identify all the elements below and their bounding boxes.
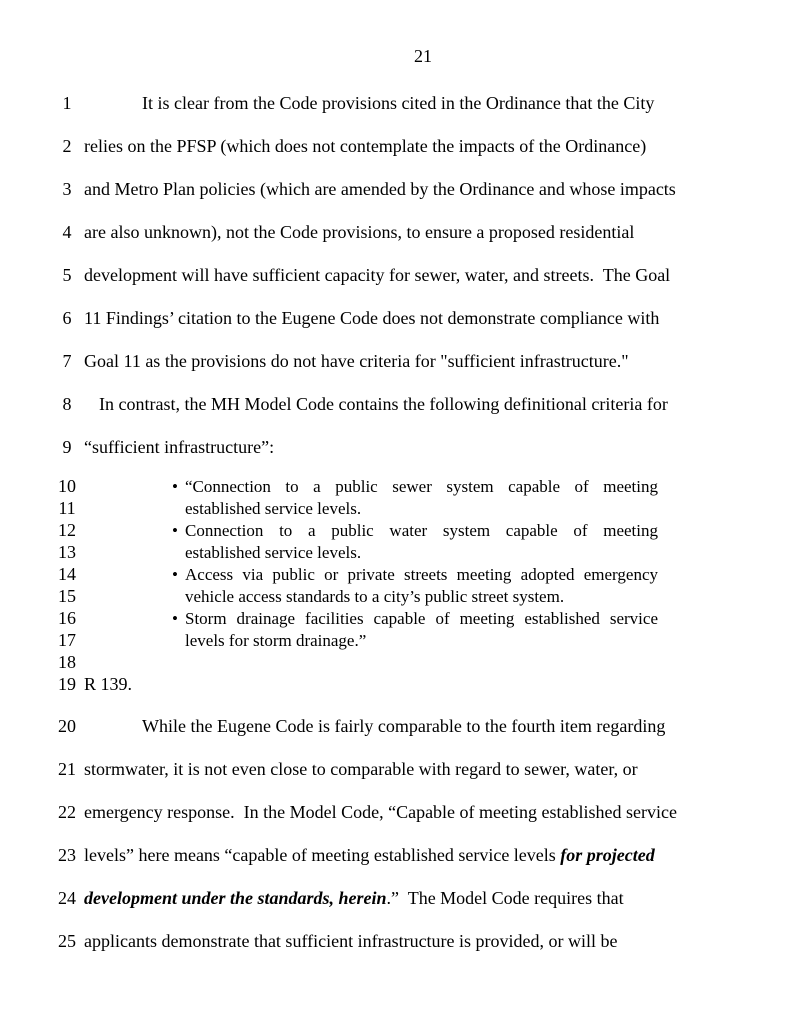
line-number: 25	[58, 931, 76, 951]
line-number: 16	[58, 607, 76, 628]
document-line	[0, 877, 800, 920]
document-line	[0, 673, 800, 695]
bullet-line-text: established service levels.	[185, 498, 362, 518]
document-line	[0, 705, 800, 748]
bullet-icon: •	[172, 520, 178, 540]
document-line	[0, 475, 800, 497]
document-line	[0, 497, 800, 519]
line-number: 13	[58, 541, 76, 562]
document-line	[0, 519, 800, 541]
line-number: 17	[58, 629, 76, 650]
line-text: “sufficient infrastructure”:	[84, 437, 275, 457]
line-number: 19	[58, 673, 76, 694]
line-text: stormwater, it is not even close to comparable with regard to sewer, water, or	[84, 759, 638, 779]
document-line	[0, 629, 800, 651]
document-line	[0, 125, 800, 168]
line-number: 24	[58, 888, 76, 908]
line-text: are also unknown), not the Code provisions, to ensure a proposed residential	[84, 222, 635, 242]
document-line	[0, 297, 800, 340]
line-number: 20	[58, 716, 76, 736]
line-text: relies on the PFSP (which does not contemplate the impacts of the Ordinance)	[84, 136, 647, 156]
document-line	[0, 168, 800, 211]
line-number: 8	[62, 394, 72, 414]
line-text: applicants demonstrate that sufficient infrastructure is provided, or will be	[84, 931, 618, 951]
bullet-line-text: vehicle access standards to a city’s public street system.	[185, 586, 565, 606]
bullet-icon: •	[172, 564, 178, 584]
document-line	[0, 791, 800, 834]
record-citation: R 139.	[84, 673, 133, 694]
paragraph-block-top	[0, 82, 800, 469]
document-line	[0, 383, 800, 426]
document-line	[0, 563, 800, 585]
line-text-plain: .” The Model Code requires that	[386, 888, 624, 908]
document-line	[0, 82, 800, 125]
paragraph-block-bottom	[0, 705, 800, 963]
bullet-line-text: “Connection to a public sewer system capable of meeting	[185, 476, 658, 496]
document-line	[0, 254, 800, 297]
line-number: 2	[62, 136, 72, 156]
line-text: development will have sufficient capacity for sewer, water, and streets. The Goal	[84, 265, 671, 285]
bullet-line-text: levels for storm drainage.”	[185, 630, 367, 650]
document-line	[0, 426, 800, 469]
line-text: and Metro Plan policies (which are amended by the Ordinance and whose impacts	[84, 179, 676, 199]
line-text: While the Eugene Code is fairly comparable to the fourth item regarding	[142, 716, 666, 736]
line-text: emergency response. In the Model Code, “Capable of meeting established service	[84, 802, 677, 822]
line-number: 9	[62, 437, 72, 457]
line-number: 12	[58, 519, 76, 540]
line-number: 6	[62, 308, 72, 328]
line-number: 15	[58, 585, 76, 606]
bullet-quote-block	[0, 475, 800, 695]
line-text: Goal 11 as the provisions do not have criteria for "sufficient infrastructure."	[84, 351, 629, 371]
bullet-line-text: Access via public or private streets meeting adopted emergency	[185, 564, 658, 584]
line-text: In contrast, the MH Model Code contains the following definitional criteria for	[99, 394, 668, 414]
line-number: 21	[58, 759, 76, 779]
document-line	[0, 920, 800, 963]
line-number: 4	[62, 222, 72, 242]
document-line	[0, 834, 800, 877]
line-text-emphasis: for projected	[560, 845, 655, 865]
line-number: 7	[62, 351, 72, 371]
document-line	[0, 585, 800, 607]
page-number: 21	[414, 46, 432, 66]
line-number: 23	[58, 845, 76, 865]
bullet-icon: •	[172, 476, 178, 496]
line-number: 5	[62, 265, 72, 285]
document-line	[0, 211, 800, 254]
bullet-line-text: Storm drainage facilities capable of meeting established service	[185, 608, 658, 628]
line-text-plain: levels” here means “capable of meeting established service levels	[84, 845, 561, 865]
document-line	[0, 748, 800, 791]
line-text	[80, 845, 655, 866]
line-number: 18	[58, 651, 76, 672]
line-text-emphasis: development under the standards, herein	[84, 888, 387, 908]
line-text	[80, 888, 624, 909]
line-number: 10	[58, 475, 76, 496]
bullet-line-text: established service levels.	[185, 542, 362, 562]
document-line	[0, 340, 800, 383]
line-number: 3	[62, 179, 72, 199]
line-text: It is clear from the Code provisions cited in the Ordinance that the City	[142, 93, 655, 113]
line-number: 11	[58, 497, 76, 518]
document-line	[0, 541, 800, 563]
document-line	[0, 651, 800, 673]
line-text: 11 Findings’ citation to the Eugene Code does not demonstrate compliance with	[84, 308, 660, 328]
line-number: 14	[58, 563, 76, 584]
line-number: 22	[58, 802, 76, 822]
bullet-line-text: Connection to a public water system capable of meeting	[185, 520, 658, 540]
document-line	[0, 607, 800, 629]
bullet-icon: •	[172, 608, 178, 628]
line-number: 1	[62, 93, 72, 113]
